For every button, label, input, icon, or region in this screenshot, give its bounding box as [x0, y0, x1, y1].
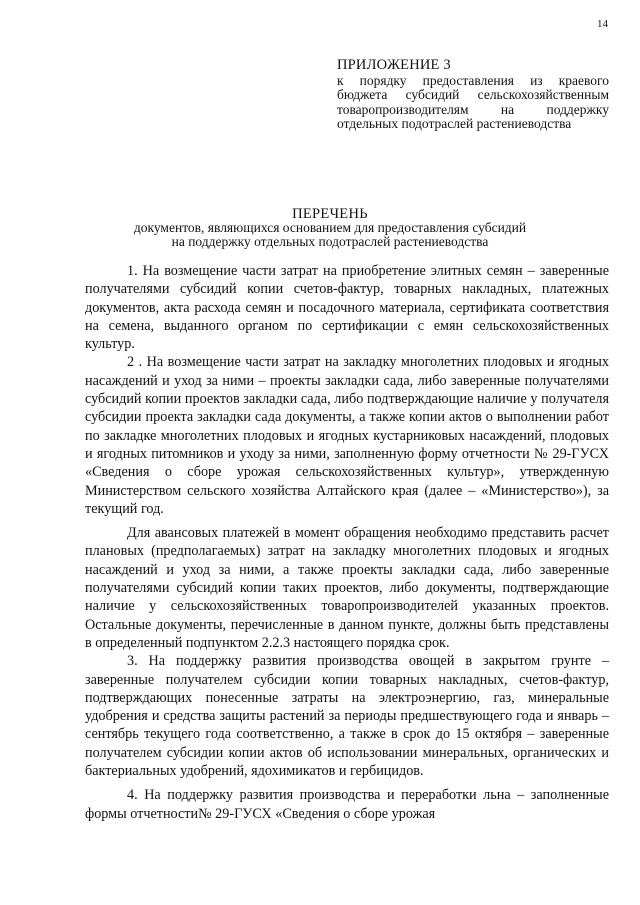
paragraph-5: 4. На поддержку развития производства и переработки льна – заполненные формы отчетности№ 29-ГУСХ «Сведения о сборе урожая [85, 787, 609, 822]
appendix-title: ПРИЛОЖЕНИЕ 3 [337, 57, 451, 73]
appendix-block [337, 58, 609, 132]
heading-subtitle-line-2: на поддержку отдельных подотраслей растениеводства [171, 234, 489, 249]
document-heading [50, 207, 610, 249]
paragraph-4: 3. На поддержку развития производства овощей в закрытом грунте – заверенные получателем субсидии копии товарных накладных, счетов-фактур, подтверждающих понесенные затраты на электроэнергию, газ, минеральные удобрения и средства защиты растений за периоды предшествующего года и январь – сентябрь текущего года соответственно, а также в срок до 15 октября – заверенные получателем субсидии копии актов об использовании минеральных, органических и бактериальных удобрений, ядохимикатов и гербицидов. [85, 653, 609, 780]
heading-title: ПЕРЕЧЕНЬ [292, 206, 368, 222]
appendix-text: к порядку предоставления из краевого бюджета субсидий сельскохозяйственным товаропроизводителям на поддержку отдельных подотраслей растениеводства [337, 72, 609, 132]
paragraph-1: 1. На возмещение части затрат на приобретение элитных семян – заверенные получателями субсидий копии счетов-фактур, товарных накладных, платежных документов, акта расхода семян и посадочного материала, сертификата соответствия на семена, выданного органом по сертификации с емян сельскохозяйственных культур. [85, 263, 609, 353]
paragraph-3: Для авансовых платежей в момент обращения необходимо представить расчет плановых (предполагаемых) затрат на закладку многолетних плодовых и ягодных насаждений и уход за ними, а также проекты закладки сада, либо заверенные получателями субсидий копии таких проектов, либо документы, подтверждающие наличие у сельскохозяйственных товаропроизводителей указанных проектов. Остальные документы, перечисленные в данном пункте, должны быть представлены в определенный подпунктом 2.2.3 настоящего порядка срок. [85, 525, 609, 651]
heading-subtitle-line-1: документов, являющихся основанием для предоставления субсидий [133, 220, 527, 235]
document-body [85, 262, 609, 823]
page-number: 14 [597, 18, 608, 30]
paragraph-2: 2 . На возмещение части затрат на закладку многолетних плодовых и ягодных насаждений и уход за ними – проекты закладки сада, либо заверенные получателями субсидий копии проектов закладки сада, либо подтверждающие наличие у получателя субсидии проекта закладки сада документы, а также копии актов о выполнении работ по закладке многолетних плодовых и ягодных кустарниковых насаждений, плодовых и ягодных питомников и уходу за ними, заполненную форму отчетности № 29-ГУСХ «Сведения о сборе урожая сельскохозяйственных культур», утвержденную Министерством сельского хозяйства Алтайского края (далее – «Министерство»), за текущий год. [85, 354, 609, 517]
